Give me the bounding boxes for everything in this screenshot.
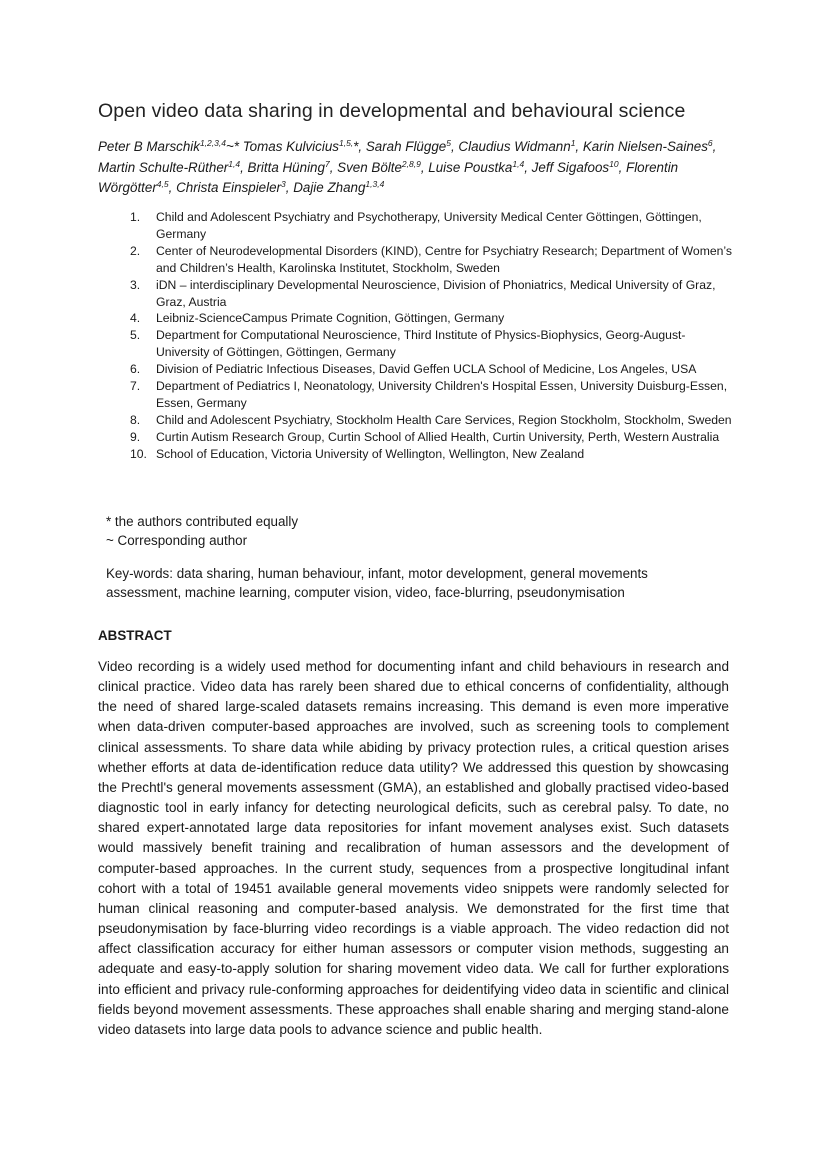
affiliation-item: [130, 243, 735, 277]
author: [243, 139, 366, 154]
author-separator: ~*: [225, 139, 243, 154]
author-name: Karin Nielsen-Saines: [582, 139, 708, 154]
author-name: Christa Einspieler: [176, 180, 282, 195]
affiliation-number: 9.: [130, 429, 141, 444]
equal-contribution-note: * the authors contributed equally: [106, 514, 299, 529]
author-name: Luise Poustka: [428, 159, 513, 175]
affiliation-text: iDN – interdisciplinary Developmental Neuroscience, Division of Phoniatrics, Medical University of Graz, Graz, Austria: [156, 277, 716, 309]
author-affiliation-marks: 3: [281, 179, 286, 189]
author-affiliation-marks: 10: [609, 158, 619, 169]
abstract-body: Video recording is a widely used method for documenting infant and child behaviours in research and clinical practice. Video data has rarely been shared due to ethical concerns of confidentiality, although the need of shared large-scaled datasets remains increasing. This demand is even more imperative when data-driven computer-based approaches are involved, such as screening tools to complement clinical assessments. To share data while abiding by privacy protection rules, a critical question arises whether efforts at data de-identification reduce data utility? We addressed this question by showcasing the Prechtl's general movements assessment (GMA), an established and globally practised video-based diagnostic tool in early infancy for detecting neurological deficits, such as cerebral palsy. To date, no shared expert-annotated large data repositories for infant movement analyses exist. Such datasets would massively benefit training and recalibration of human assessors and the development of computer-based approaches. In the current study, sequences from a prospective longitudinal infant cohort with a total of 19451 available general movements video snippets were randomly selected for human clinical reasoning and computer-based analysis. We demonstrated for the first time that pseudonymisation by face-blurring video recordings is a viable approach. The video redaction did not affect classification accuracy for either human assessors or computer vision methods, suggesting an adequate and easy-to-apply solution for sharing movement video data. We call for further explorations into efficient and privacy rule-conforming approaches for deidentifying video data in scientific and clinical fields beyond movement assessments. These approaches shall enable sharing and merging stand-alone video datasets into large data pools to advance science and public health.: [98, 659, 729, 1037]
affiliation-number: 7.: [130, 379, 141, 394]
paper-title: Open video data sharing in developmental and behavioural science: [98, 100, 686, 122]
abstract-heading: ABSTRACT: [98, 628, 172, 643]
affiliation-text: Child and Adolescent Psychiatry and Psychotherapy, University Medical Center Göttingen, Göttingen, Germany: [156, 210, 702, 241]
affiliation-text: Division of Pediatric Infectious Diseases, David Geffen UCLA School of Medicine, Los Angeles, USA: [156, 362, 697, 377]
author-affiliation-marks: 4,5: [156, 179, 169, 189]
author-affiliation-marks: 1,2,3,4: [199, 138, 226, 148]
author-affiliation-marks: 5: [446, 138, 451, 148]
author: [176, 180, 293, 195]
author-affiliation-marks: 1,4: [512, 158, 525, 169]
affiliation-text: School of Education, Victoria University of Wellington, Wellington, New Zealand: [156, 446, 585, 461]
author-affiliation-marks: 1,5,: [338, 138, 354, 148]
author-separator: ,: [285, 180, 294, 195]
author: [583, 139, 717, 154]
affiliation-number: 2.: [130, 243, 141, 258]
author-affiliation-marks: 1: [570, 138, 576, 148]
author-affiliation-marks: 1,3,4: [365, 179, 385, 189]
affiliation-number: 4.: [130, 311, 141, 326]
affiliation-number: 5.: [130, 328, 141, 343]
author-separator: ,: [618, 159, 627, 175]
author: [248, 160, 338, 175]
author-affiliation-marks: 1,4: [228, 158, 241, 169]
author-separator: ,: [575, 139, 583, 154]
affiliation-number: 8.: [130, 412, 141, 427]
keywords: Key-words: data sharing, human behaviour, infant, motor development, general movements assessment, machine learning, computer vision, video, face-blurring, pseudonymisation: [106, 566, 648, 600]
author-list: [98, 137, 738, 199]
affiliation-number: 1.: [130, 210, 141, 224]
affiliation-text: Leibniz-ScienceCampus Primate Cognition, Göttingen, Germany: [156, 311, 505, 326]
author: [366, 139, 459, 154]
affiliation-item: [130, 277, 735, 311]
affiliation-item: [130, 327, 735, 361]
author-name: Sarah Flügge: [365, 139, 447, 154]
affiliation-item: [130, 209, 735, 243]
author: [428, 160, 531, 175]
author-separator: ,: [450, 139, 459, 154]
affiliation-number: 6.: [130, 362, 141, 377]
author-separator: ,: [712, 139, 717, 154]
author: [98, 139, 243, 154]
author-affiliation-marks: 2,8,9: [401, 158, 421, 169]
author-name: Tomas Kulvicius: [242, 139, 339, 154]
author-affiliation-marks: 6: [707, 138, 713, 148]
author-affiliation-marks: 7: [324, 158, 330, 169]
author-name: Britta Hüning: [247, 159, 325, 175]
affiliation-item: [130, 446, 735, 463]
affiliation-text: Child and Adolescent Psychiatry, Stockholm Health Care Services, Region Stockholm, Stockholm, Sweden: [156, 412, 732, 427]
author-name: Sven Bölte: [337, 159, 402, 175]
author-separator: ,: [524, 159, 532, 175]
affiliation-item: [130, 310, 735, 327]
affiliation-text: Department of Pediatrics I, Neonatology, University Children's Hospital Essen, University Duisburg-Essen, Essen, Germany: [156, 379, 728, 410]
author-name: Dajie Zhang: [293, 180, 366, 195]
author-name: Martin Schulte-Rüther: [98, 159, 229, 175]
author-separator: ,: [168, 180, 177, 195]
affiliation-item: [130, 361, 735, 378]
author-name: Florentin Wörgötter: [98, 159, 679, 195]
affiliation-number: 3.: [130, 277, 141, 292]
affiliation-text: Curtin Autism Research Group, Curtin School of Allied Health, Curtin University, Perth, Western Australia: [156, 429, 720, 444]
author: [337, 160, 428, 175]
author: [458, 139, 582, 154]
author-separator: ,: [329, 159, 338, 175]
affiliation-text: Center of Neurodevelopmental Disorders (KIND), Centre for Psychiatry Research; Department of Women’s and Children’s Health, Karolinska Institutet, Stockholm, Sweden: [156, 243, 732, 275]
author-name: Peter B Marschik: [98, 139, 200, 154]
affiliation-item: [130, 378, 735, 412]
author: [532, 160, 626, 175]
author: [98, 160, 248, 175]
affiliation-text: Department for Computational Neuroscience, Third Institute of Physics-Biophysics, Georg-August-University of Göttingen, Göttingen, Germany: [156, 328, 686, 360]
author-separator: *,: [353, 139, 366, 154]
affiliation-list: [130, 209, 735, 463]
corresponding-author-note: ~ Corresponding author: [106, 533, 248, 548]
author: [293, 180, 384, 195]
author-name: Claudius Widmann: [458, 139, 571, 154]
author-separator: ,: [420, 159, 429, 175]
affiliation-number: 10.: [130, 446, 147, 461]
affiliation-item: [130, 429, 735, 446]
author-name: Jeff Sigafoos: [531, 159, 610, 175]
affiliation-item: [130, 412, 735, 429]
author-separator: ,: [240, 159, 248, 175]
